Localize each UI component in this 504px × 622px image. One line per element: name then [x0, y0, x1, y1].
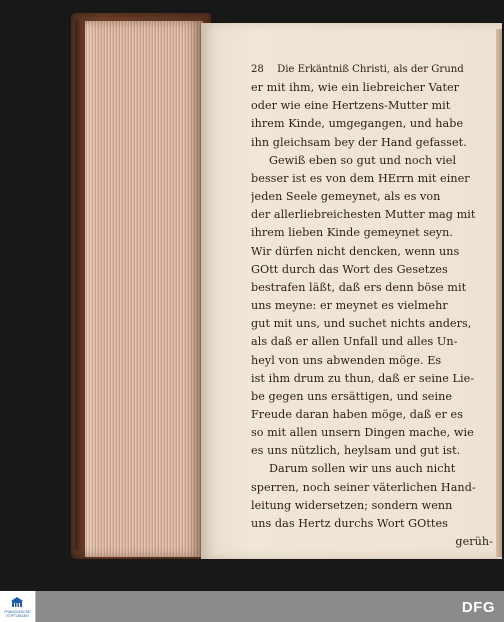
- text-line-7: jeden Seele gemeynet, als es von: [251, 190, 441, 204]
- text-line-15: als daß er allen Unfall und alles Un-: [251, 335, 458, 349]
- text-line-13: uns meyne: er meynet es vielmehr: [251, 299, 448, 313]
- page-number: 28: [251, 64, 264, 75]
- text-line-24: leitung widersetzen; sondern wenn: [251, 498, 453, 512]
- text-line-16: heyl von uns abwenden möge. Es: [251, 353, 442, 367]
- text-line-9: ihrem lieben Kinde gemeynet seyn.: [251, 226, 454, 240]
- scanned-page: [201, 23, 502, 559]
- text-line-21: es uns nützlich, heylsam und gut ist.: [251, 444, 461, 458]
- page-right-edge: [496, 29, 502, 557]
- text-line-17: ist ihm drum zu thun, daß er seine Lie-: [251, 371, 475, 385]
- text-line-3: ihrem Kinde, umgegangen, und habe: [251, 117, 464, 131]
- page-text: [251, 61, 493, 551]
- catchword: gerüh-: [455, 535, 493, 549]
- running-title: Die Erkäntniß Christi, als der Grund: [277, 64, 464, 75]
- text-line-10: Wir dürfen nicht dencken, wenn uns: [251, 244, 460, 258]
- text-line-14: gut mit uns, und suchet nichts anders,: [251, 317, 472, 331]
- text-line-18: be gegen uns ersättigen, und seine: [251, 389, 453, 403]
- text-line-23: sperren, noch seiner väterlichen Hand-: [251, 480, 476, 494]
- text-line-5: Gewiß eben so gut und noch viel: [269, 153, 457, 167]
- text-line-19: Freude daran haben möge, daß er es: [251, 407, 463, 421]
- dfg-logo-icon: DFG: [461, 599, 495, 616]
- text-line-20: so mit allen unsern Dingen mache, wie: [251, 426, 474, 440]
- text-line-6: besser ist es von dem HErrn mit einer: [251, 171, 470, 185]
- text-line-4: ihn gleichsam bey der Hand gefasset.: [251, 135, 467, 149]
- text-line-22: Darum sollen wir uns auch nicht: [269, 462, 456, 476]
- viewer-footer: [0, 591, 504, 622]
- text-line-11: GOtt durch das Wort des Gesetzes: [251, 262, 448, 276]
- text-line-12: bestrafen läßt, daß ers denn böse mit: [251, 280, 467, 294]
- text-line-2: oder wie eine Hertzens-Mutter mit: [251, 99, 451, 113]
- logo-text: FRANCKESCHE STIFTUNGEN: [4, 610, 31, 618]
- building-icon: [9, 596, 25, 609]
- scanned-book: [71, 13, 504, 559]
- page-edge-stack: [85, 21, 203, 557]
- text-line-8: der allerliebreichesten Mutter mag mit: [251, 208, 476, 222]
- page-header: [251, 61, 493, 79]
- text-line-25: uns das Hertz durchs Wort GOttes: [251, 516, 448, 530]
- franckesche-stiftungen-logo-icon: [0, 591, 36, 622]
- text-line-1: er mit ihm, wie ein liebreicher Vater: [251, 81, 460, 95]
